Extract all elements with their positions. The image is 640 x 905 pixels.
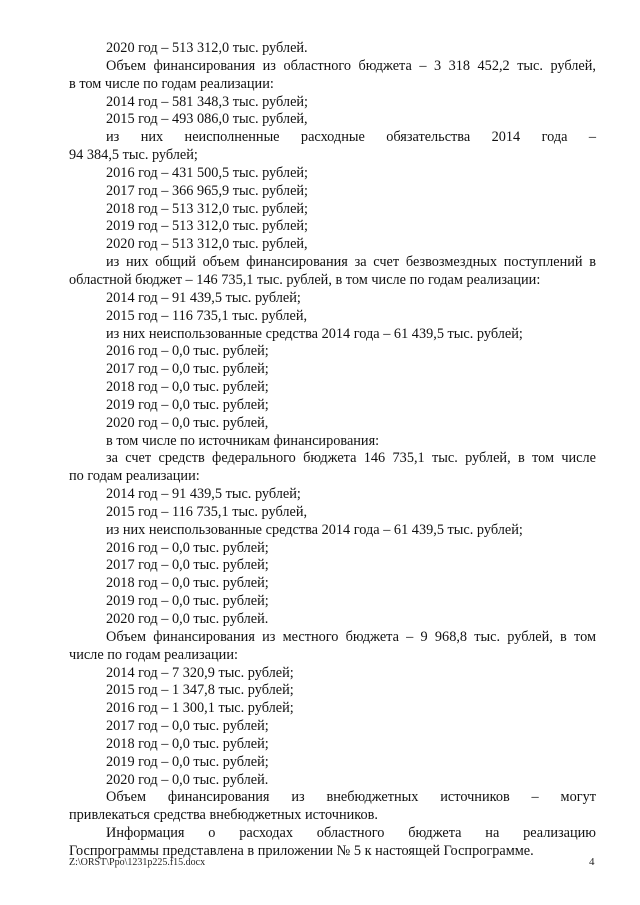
text-line: 2019 год – 513 312,0 тыс. рублей; [106, 218, 309, 235]
text-line: из них неиспользованные средства 2014 года – 61 439,5 тыс. рублей; [106, 521, 523, 538]
document-body [69, 40, 596, 861]
text-line: 2017 год – 0,0 тыс. рублей; [106, 557, 269, 574]
text-line: привлекаться средства внебюджетных источников. [69, 807, 378, 824]
text-line: 2017 год – 366 965,9 тыс. рублей; [106, 182, 309, 199]
text-line: 2014 год – 581 348,3 тыс. рублей; [106, 93, 309, 110]
text-line: Госпрограммы представлена в приложении № 5 к настоящей Госпрограмме. [69, 842, 534, 859]
text-line: 2020 год – 513 312,0 тыс. рублей. [106, 40, 308, 56]
text-line: 2020 год – 0,0 тыс. рублей. [106, 611, 269, 627]
text-line: 2018 год – 513 312,0 тыс. рублей; [106, 200, 309, 217]
text-line: из них неиспользованные средства 2014 года – 61 439,5 тыс. рублей; [106, 325, 523, 342]
text-line: 2016 год – 431 500,5 тыс. рублей; [106, 164, 309, 181]
text-line: областной бюджет – 146 735,1 тыс. рублей, в том числе по годам реализации: [69, 271, 541, 288]
text-line: 2017 год – 0,0 тыс. рублей; [106, 718, 269, 735]
text-line: числе по годам реализации: [69, 646, 238, 663]
text-line: 94 384,5 тыс. рублей; [69, 147, 198, 164]
text-line: 2019 год – 0,0 тыс. рублей; [106, 753, 269, 770]
text-line: в том числе по источникам финансирования: [106, 432, 380, 449]
text-line: 2015 год – 493 086,0 тыс. рублей, [106, 111, 308, 128]
text-line: Объем финансирования из областного бюджета – 3 318 452,2 тыс. рублей, [106, 57, 596, 74]
text-line: 2020 год – 513 312,0 тыс. рублей, [106, 236, 308, 253]
text-line: 2019 год – 0,0 тыс. рублей; [106, 593, 269, 610]
text-line: в том числе по годам реализации: [69, 75, 274, 92]
text-line: 2017 год – 0,0 тыс. рублей; [106, 361, 269, 378]
text-line: за счет средств федерального бюджета 146 735,1 тыс. рублей, в том числе [106, 450, 596, 467]
text-line: 2014 год – 7 320,9 тыс. рублей; [106, 664, 294, 681]
text-line: 2015 год – 116 735,1 тыс. рублей, [106, 503, 308, 520]
text-line: 2015 год – 116 735,1 тыс. рублей, [106, 307, 308, 324]
text-line: 2016 год – 0,0 тыс. рублей; [106, 343, 269, 360]
text-line: 2016 год – 1 300,1 тыс. рублей; [106, 700, 294, 717]
text-line: 2020 год – 0,0 тыс. рублей, [106, 414, 269, 431]
text-line: Объем финансирования из местного бюджета – 9 968,8 тыс. рублей, в том [106, 628, 596, 645]
text-line: 2018 год – 0,0 тыс. рублей; [106, 379, 269, 396]
text-line: 2018 год – 0,0 тыс. рублей; [106, 735, 269, 752]
text-line: 2014 год – 91 439,5 тыс. рублей; [106, 289, 301, 306]
text-line: 2014 год – 91 439,5 тыс. рублей; [106, 486, 301, 503]
text-line: 2020 год – 0,0 тыс. рублей. [106, 771, 269, 788]
text-line: Объем финансирования из внебюджетных источников – могут [106, 789, 596, 806]
text-line: 2018 год – 0,0 тыс. рублей; [106, 575, 269, 592]
text-line: 2016 год – 0,0 тыс. рублей; [106, 539, 269, 556]
text-line: 2019 год – 0,0 тыс. рублей; [106, 396, 269, 413]
text-line: из них общий объем финансирования за счет безвозмездных поступлений в [106, 254, 596, 271]
page-number: 4 [589, 856, 595, 868]
footer-file-path: Z:\ORST\Ppo\1231p225.f15.docx [69, 857, 206, 868]
text-line: по годам реализации: [69, 468, 200, 485]
text-line: из них неисполненные расходные обязательства 2014 года – [106, 129, 596, 146]
text-line: Информация о расходах областного бюджета на реализацию [106, 825, 596, 842]
text-line: 2015 год – 1 347,8 тыс. рублей; [106, 682, 294, 699]
